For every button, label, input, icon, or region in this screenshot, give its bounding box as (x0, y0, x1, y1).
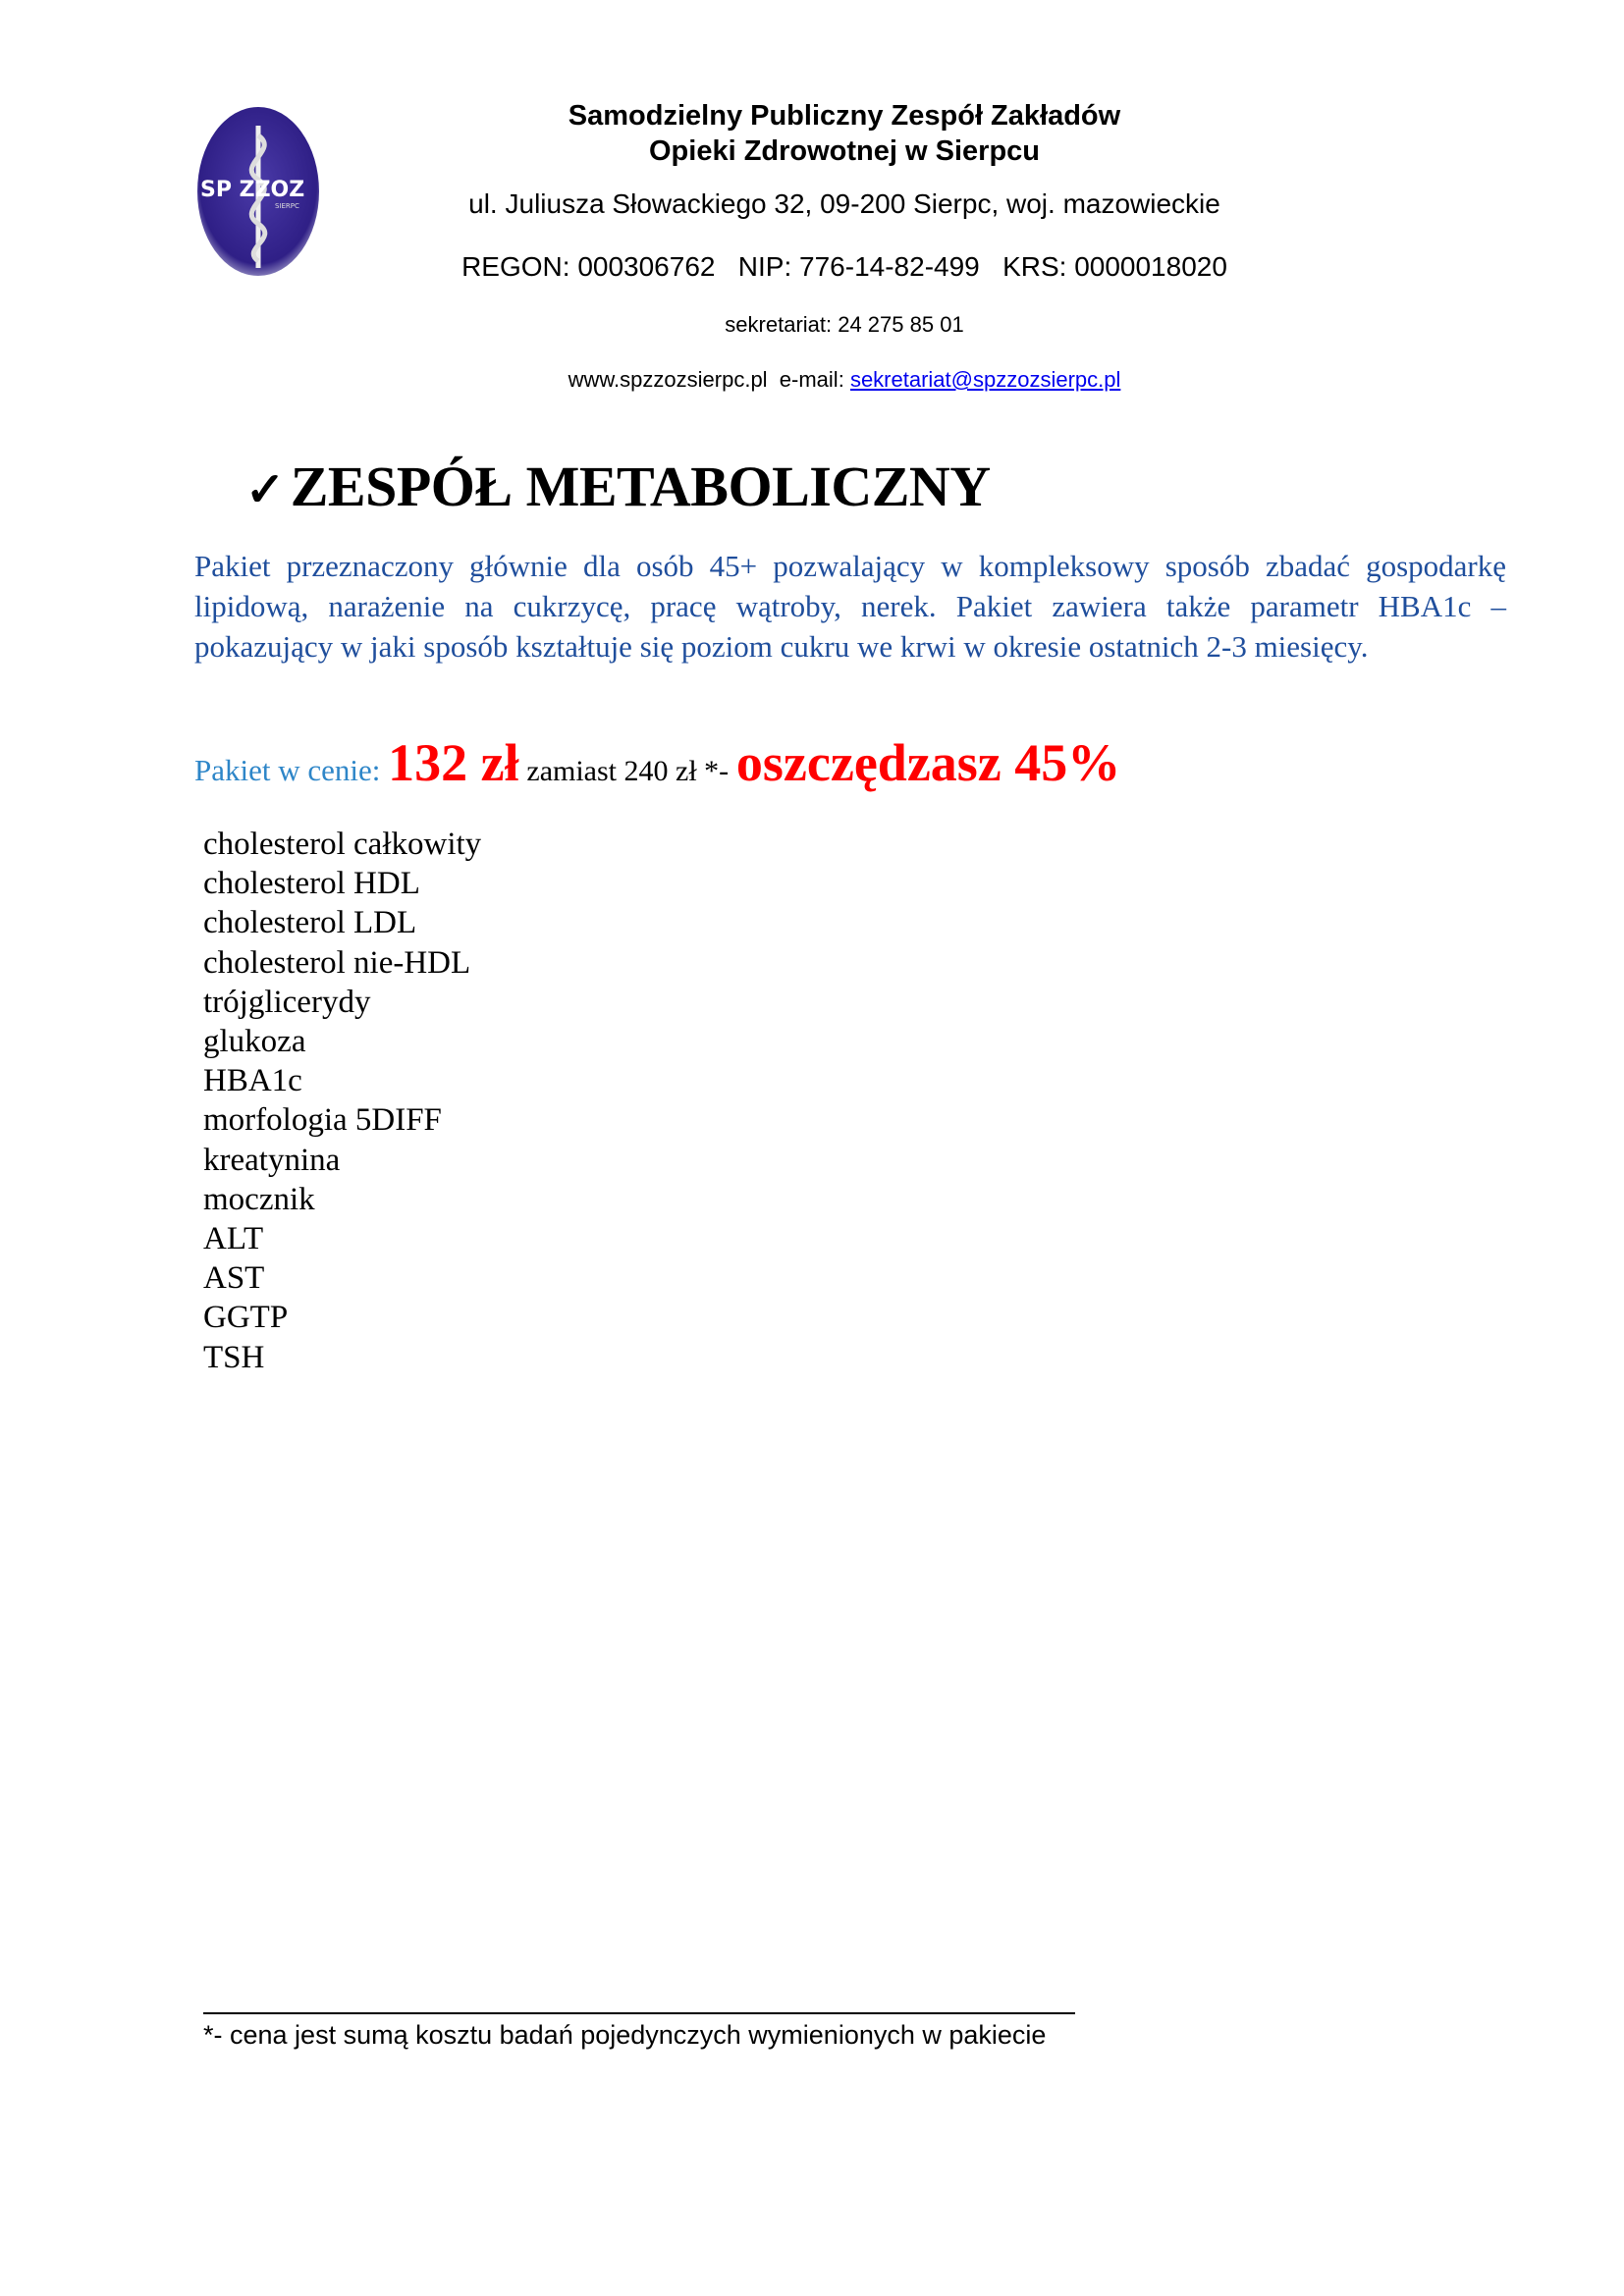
email-label: e-mail: (779, 367, 844, 392)
email-link[interactable]: sekretariat@spzzozsierpc.pl (849, 367, 1121, 392)
list-item: TSH (203, 1339, 265, 1375)
list-item: kreatynina (203, 1142, 341, 1178)
address: ul. Juliusza Słowackiego 32, 09-200 Sierpc, woj. mazowieckie (468, 188, 1220, 219)
price-value: 132 zł (388, 733, 519, 792)
title-text: ZESPÓŁ METABOLICZNY (290, 454, 991, 518)
list-item: cholesterol całkowity (203, 827, 482, 862)
list-item: cholesterol LDL (203, 905, 417, 941)
list-item: ALT (203, 1221, 264, 1257)
registration-ids: REGON: 000306762 NIP: 776-14-82-499 KRS: 0000018020 (461, 251, 1227, 282)
price-label: Pakiet w cenie: (194, 753, 381, 787)
checkmark-icon: ✓ (245, 464, 285, 516)
list-item: cholesterol HDL (203, 866, 420, 902)
list-item: glukoza (203, 1024, 306, 1060)
list-item: trójglicerydy (203, 984, 371, 1020)
footnote-divider (203, 2012, 1075, 2014)
price-line (194, 732, 1120, 793)
footnote: *- cena jest sumą kosztu badań pojedynczych wymienionych w pakiecie (203, 2020, 1047, 2050)
contact-line (353, 367, 1335, 393)
list-item: GGTP (203, 1300, 289, 1336)
list-item: morfologia 5DIFF (203, 1102, 442, 1139)
list-item: HBA1c (203, 1063, 302, 1099)
org-name-line2: Opieki Zdrowotnej w Sierpcu (649, 135, 1040, 167)
list-item: cholesterol nie-HDL (203, 944, 471, 981)
list-item: mocznik (203, 1181, 315, 1217)
package-description: Pakiet przeznaczony głównie dla osób 45+ pozwalający w kompleksowy sposób zbadać gospodarkę lipidową, narażenie na cukrzycę, pracę wątroby, nerek. Pakiet zawiera także parametr HBA1c – pokazujący w jaki sposób kształtuje się poziom cukru we krwi w okresie ostatnich 2-3 miesięcy. (194, 549, 1506, 664)
svg-text:SIERPC: SIERPC (275, 202, 299, 210)
secretariat-phone: sekretariat: 24 275 85 01 (725, 312, 964, 337)
website: www.spzzozsierpc.pl (568, 367, 768, 392)
old-price: zamiast 240 zł *- (526, 755, 730, 787)
savings: oszczędzasz 45% (735, 733, 1121, 792)
logo (196, 106, 320, 278)
test-list (203, 825, 481, 1377)
org-name-line1: Samodzielny Publiczny Zespół Zakładów (568, 100, 1121, 132)
page-title (245, 454, 991, 519)
list-item: AST (203, 1260, 265, 1297)
svg-text:SP ZZOZ: SP ZZOZ (200, 178, 305, 202)
organization-name (353, 98, 1335, 169)
